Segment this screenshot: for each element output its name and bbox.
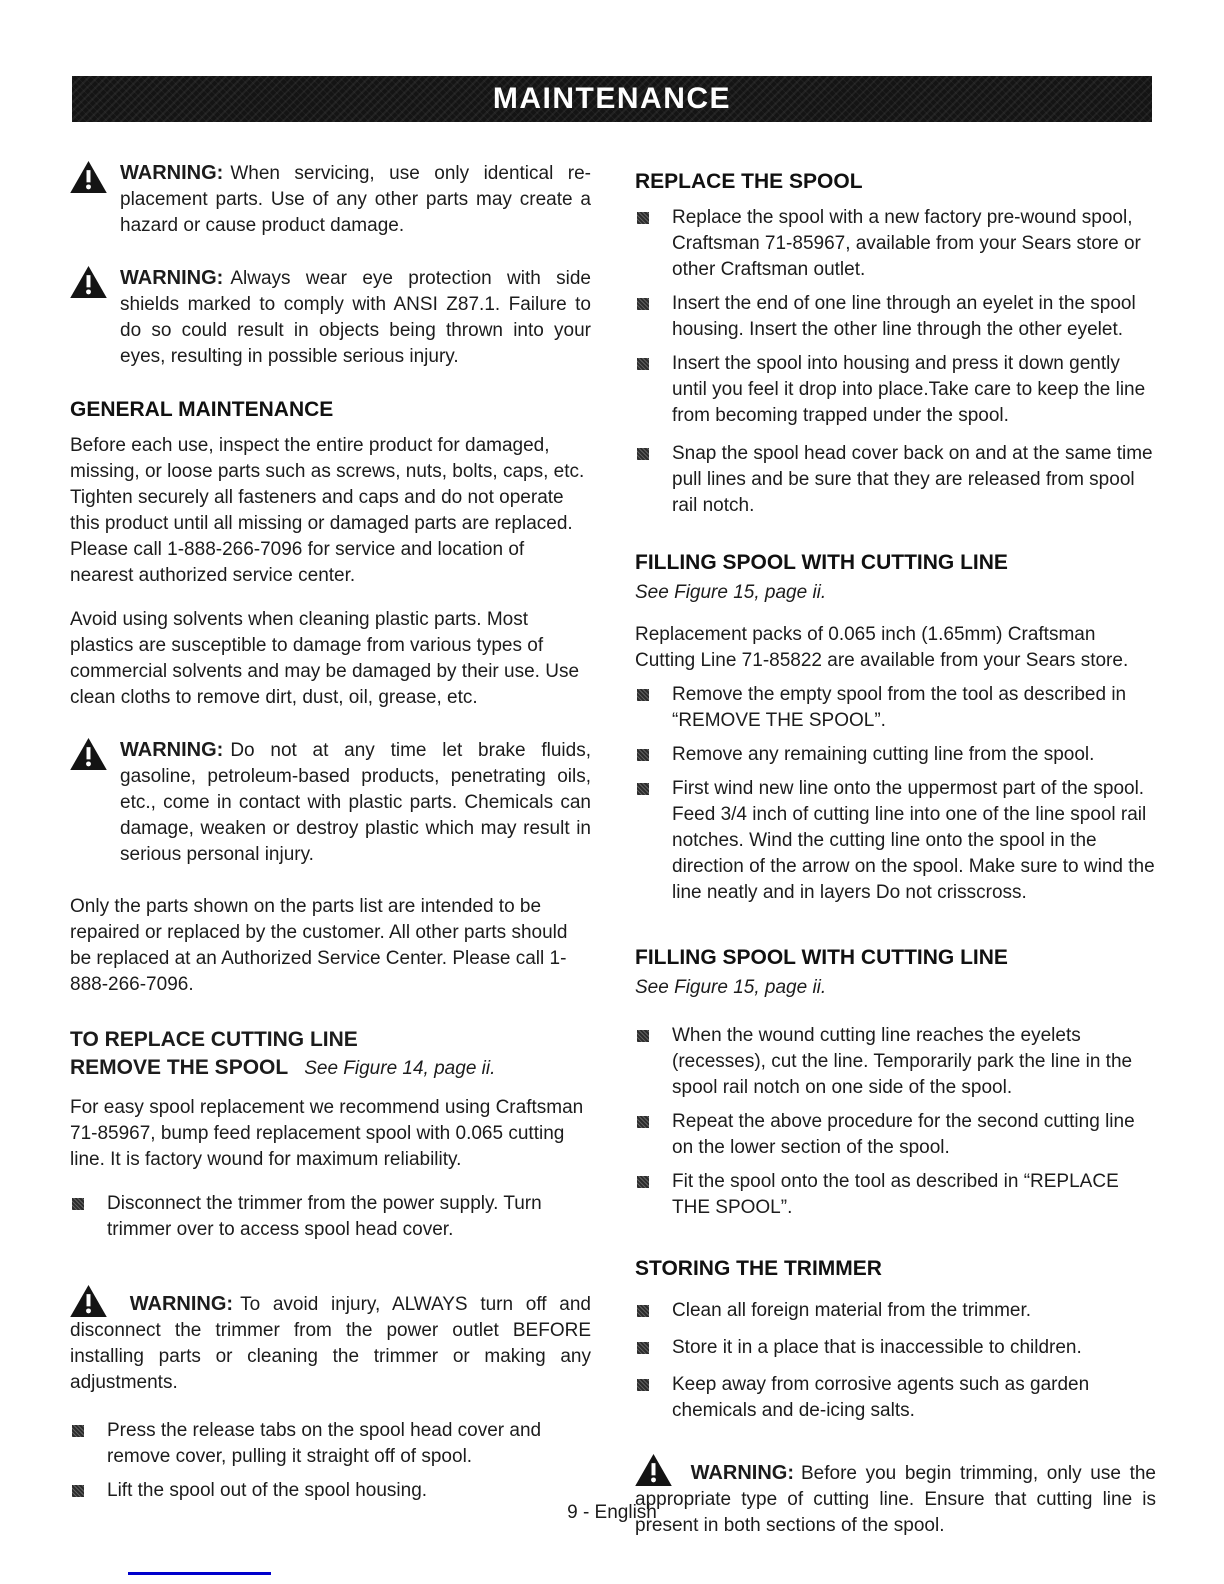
bullet-icon [637,1379,649,1391]
list-item [635,1298,1156,1324]
list-item [635,742,1156,768]
list-item [635,776,1156,906]
warning-label: WARNING: [690,1462,794,1484]
list-item-text: Remove the empty spool from the tool as described in “REMOVE THE SPOOL”. [672,684,1127,731]
warning-block-cutting-line [635,1454,1156,1539]
bullet-list [635,682,1156,906]
section-replace-the-spool [635,168,1156,519]
paragraph-spool-replacement: For easy spool replacement we recommend using Craftsman 71-85967, bump feed replacement spool with 0.065 cutting line. It is factory wound for maximum reliability. [70,1097,584,1170]
two-column-layout [70,160,1156,1561]
heading-filling-spool: FILLING SPOOL WITH CUTTING LINE [635,551,1008,574]
bullet-list [635,1298,1156,1424]
list-item-text: Store it in a place that is inaccessible to children. [672,1337,1082,1358]
figure-reference: See Figure 15, page ii. [635,582,827,603]
warning-block-avoid-injury [70,1285,591,1396]
list-item-text: When the wound cutting line reaches the eyelets (recesses), cut the line. Temporarily park the line in the spool rail notch on one side of the spool. [672,1025,1133,1098]
list-item [635,1023,1156,1101]
list-item [635,1169,1156,1221]
warning-text: Before you begin trimming, only use the appropriate type of cutting line. Ensure that cutting line is present in both sections of the spool. [635,1463,1156,1536]
warning-triangle-icon [635,1454,672,1486]
section-storing-the-trimmer [635,1255,1156,1424]
left-column [70,160,591,1561]
bullet-icon [72,1485,84,1497]
paragraph-parts-list: Only the parts shown on the parts list are intended to be repaired or replaced by the customer. All other parts should be replaced at an Authorized Service Center. Please call 1-888-266-7096. [70,896,568,995]
list-item-text: Snap the spool head cover back on and at the same time pull lines and be sure that they are released from spool rail notch. [672,443,1153,516]
list-item-text: Insert the spool into housing and press it down gently until you feel it drop into place.Take care to keep the line from becoming trapped under the spool. [672,353,1146,426]
paragraph-replacement-packs: Replacement packs of 0.065 inch (1.65mm) Craftsman Cutting Line 71-85822 are available from your Sears store. [635,624,1129,671]
warning-text: When servicing, use only identical re-placement parts. Use of any other parts may create a hazard or cause product damage. [120,163,591,236]
warning-block-chemicals [70,737,591,868]
list-item [635,1109,1156,1161]
list-item-text: First wind new line onto the uppermost part of the spool. Feed 3/4 inch of cutting line into one of the line spool rail notches. Wind the cutting line onto the spool in the direction of the arrow on the spool. Make sure to wind the line neatly and in layers Do not crisscross. [672,778,1155,903]
heading-storing-the-trimmer: STORING THE TRIMMER [635,1257,882,1280]
figure-reference: See Figure 15, page ii. [635,977,827,998]
bullet-icon [637,783,649,795]
bullet-list [70,1418,591,1504]
list-item-text: Keep away from corrosive agents such as garden chemicals and de-icing salts. [672,1374,1090,1421]
blue-underline-mark [128,1572,271,1575]
list-item [70,1191,591,1243]
bullet-list [70,1191,591,1243]
section-banner [72,76,1152,122]
list-item-text: Remove any remaining cutting line from the spool. [672,744,1095,765]
figure-reference: See Figure 14, page ii. [304,1058,496,1079]
banner-title: MAINTENANCE [492,82,732,115]
list-item [635,351,1156,429]
warning-triangle-icon [70,161,107,193]
right-column [635,160,1156,1561]
heading-line-1: TO REPLACE CUTTING LINE [70,1028,358,1051]
bullet-icon [637,298,649,310]
warning-label: WARNING: [129,1293,234,1315]
bullet-icon [72,1198,84,1210]
list-item-text: Fit the spool onto the tool as described in “REPLACE THE SPOOL”. [672,1171,1119,1218]
warning-label: WARNING: [120,162,224,184]
bullet-icon [637,749,649,761]
list-item [635,1335,1156,1361]
heading-replace-the-spool: REPLACE THE SPOOL [635,170,863,193]
list-item [70,1478,591,1504]
warning-triangle-icon [70,1285,107,1317]
bullet-icon [72,1425,84,1437]
bullet-icon [637,358,649,370]
list-item [635,291,1156,343]
warning-text: Always wear eye protection with side shields marked to comply with ANSI Z87.1. Failure to do so could result in objects being thrown into your eyes, resulting in possible serious injury. [120,268,591,367]
warning-text: Do not at any time let brake fluids, gasoline, petroleum-based products, penetrating oils, etc., come in contact with plastic parts. Chemicals can damage, weaken or destroy plastic which may result in serious personal injury. [120,740,591,865]
heading-replace-cutting-line [70,1026,591,1083]
warning-triangle-icon [70,266,107,298]
list-item-text: Insert the end of one line through an eyelet in the spool housing. Insert the other line through the other eyelet. [672,293,1136,340]
bullet-list [635,205,1156,519]
warning-text: To avoid injury, ALWAYS turn off and disconnect the trimmer from the power outlet BEFORE installing parts or cleaning the trimmer or making any adjustments. [70,1294,592,1393]
list-item-text: Press the release tabs on the spool head cover and remove cover, pulling it straight off of spool. [107,1420,542,1467]
list-item-text: Repeat the above procedure for the second cutting line on the lower section of the spool. [672,1111,1135,1158]
list-item-text: Disconnect the trimmer from the power supply. Turn trimmer over to access spool head cover. [107,1193,542,1240]
bullet-list [635,1023,1156,1221]
bullet-icon [637,1176,649,1188]
bullet-icon [637,689,649,701]
bullet-icon [637,1030,649,1042]
warning-block-eye-protection [70,265,591,370]
bullet-icon [637,1342,649,1354]
warning-label: WARNING: [120,267,224,289]
list-item-text: Lift the spool out of the spool housing. [107,1480,428,1501]
list-item-text: Clean all foreign material from the trimmer. [672,1300,1032,1321]
heading-line-2: REMOVE THE SPOOL See Figure 14, page ii. [70,1056,496,1079]
paragraph: Avoid using solvents when cleaning plastic parts. Most plastics are susceptible to damage from various types of commercial solvents and may be damaged by their use. Use clean cloths to remove dirt, dust, oil, grease, etc. [70,609,580,708]
heading-general-maintenance: GENERAL MAINTENANCE [70,398,334,421]
bullet-icon [637,212,649,224]
list-item [635,1372,1156,1424]
warning-triangle-icon [70,738,107,770]
list-item [635,441,1156,519]
bullet-icon [637,448,649,460]
heading-filling-spool: FILLING SPOOL WITH CUTTING LINE [635,946,1008,969]
section-filling-spool-2 [635,944,1156,1221]
paragraph: Before each use, inspect the entire product for damaged, missing, or loose parts such as screws, nuts, bolts, caps, etc. Tighten securely all fasteners and caps and do not operate this product until all missing or damaged parts are replaced. Please call 1-888-266-7096 for service and location of nearest authorized service center. [70,435,585,586]
list-item-text: Replace the spool with a new factory pre-wound spool, Craftsman 71-85967, available from your Sears store or other Craftsman outlet. [672,207,1141,280]
bullet-icon [637,1305,649,1317]
bullet-icon [637,1116,649,1128]
page-footer: 9 - English [567,1502,657,1523]
list-item [70,1418,591,1470]
list-item [635,205,1156,283]
warning-block-servicing [70,160,591,239]
list-item [635,682,1156,734]
section-filling-spool-1 [635,549,1156,906]
warning-label: WARNING: [120,739,224,761]
